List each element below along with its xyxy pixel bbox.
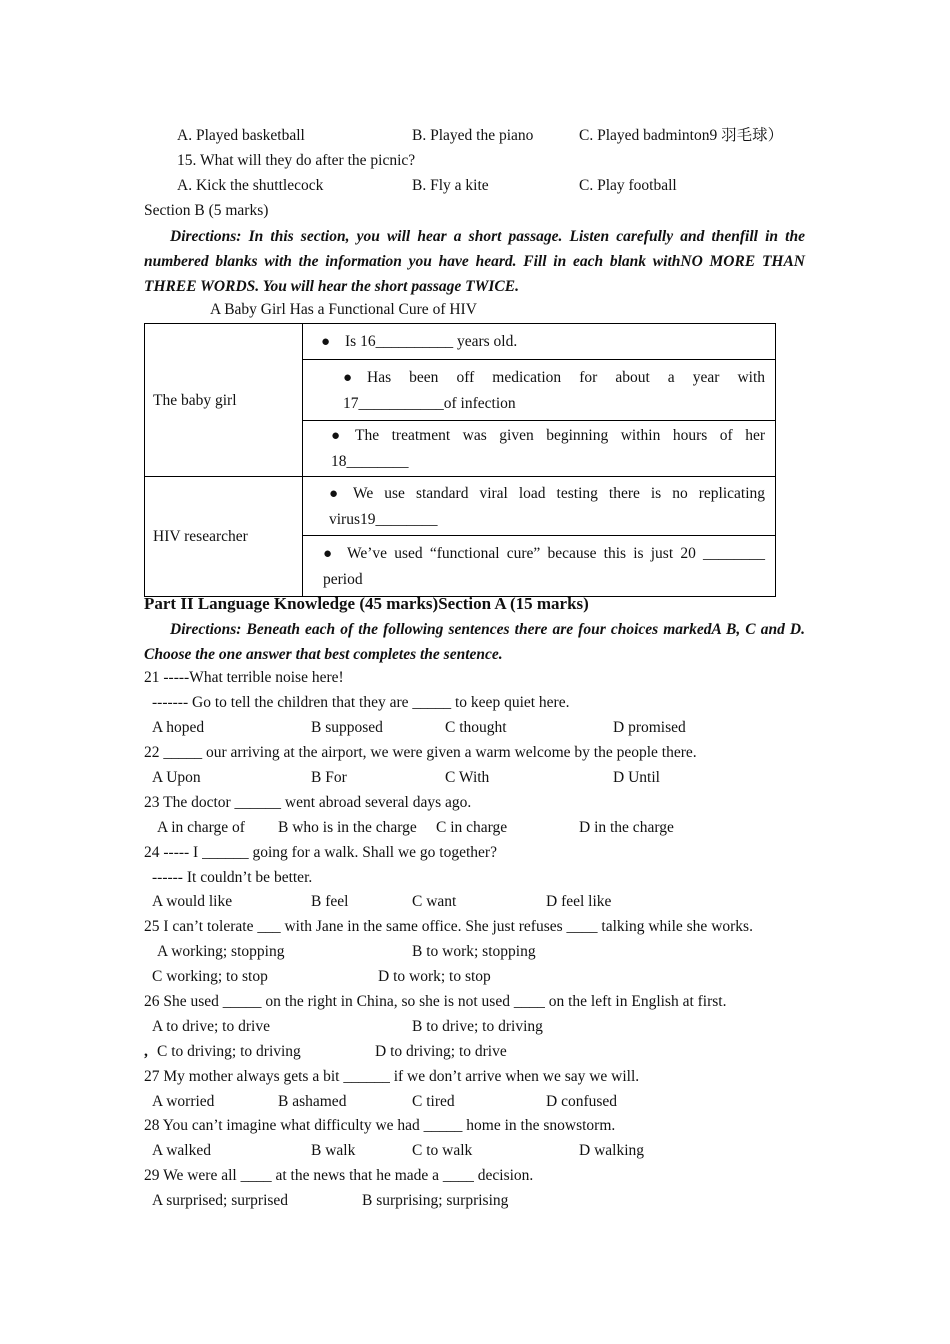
table-cell bbox=[303, 536, 776, 597]
q27-option-c: C tired bbox=[412, 1093, 455, 1110]
blank-17-text: Has been off medication for about a year with 17___________of infection bbox=[343, 368, 765, 412]
q26-option-a: A to drive; to drive bbox=[152, 1018, 270, 1035]
blank-20-text: We’ve used “functional cure” because this is just 20 ________ period bbox=[323, 544, 765, 588]
q25-option-d: D to work; to stop bbox=[378, 968, 491, 985]
row-label-hiv-researcher: HIV researcher bbox=[145, 477, 303, 597]
q23-option-c: C in charge bbox=[436, 819, 508, 836]
q28-option-c: C to walk bbox=[412, 1142, 473, 1159]
table-title: A Baby Girl Has a Functional Cure of HIV bbox=[210, 301, 477, 318]
part-2-directions: Directions: Beneath each of the following sentences there are four choices markedA B, C and D. Choose the one answer that best completes the sentence. bbox=[144, 621, 805, 663]
q22-option-d: D Until bbox=[613, 769, 660, 786]
q21-line-1: 21 -----What terrible noise here! bbox=[144, 669, 344, 686]
q26-option-c: C to driving; to driving bbox=[157, 1043, 301, 1060]
q29-line-1: 29 We were all ____ at the news that he made a ____ decision. bbox=[144, 1167, 534, 1184]
q23-line-1: 23 The doctor ______ went abroad several days ago. bbox=[144, 794, 472, 811]
q24-line-2: ------ It couldn’t be better. bbox=[152, 869, 313, 886]
q29-option-b: B surprising; surprising bbox=[362, 1192, 509, 1209]
stray-comma: , bbox=[144, 1043, 148, 1060]
q14-option-b: B. Played the piano bbox=[412, 127, 534, 144]
q14-option-a: A. Played basketball bbox=[177, 127, 305, 144]
q27-option-d: D confused bbox=[546, 1093, 618, 1110]
part-2-heading: Part II Language Knowledge (45 marks)Section A (15 marks) bbox=[144, 594, 589, 613]
bullet-icon: ● bbox=[321, 333, 331, 350]
info-table bbox=[144, 323, 776, 597]
q28-line-1: 28 You can’t imagine what difficulty we had _____ home in the snowstorm. bbox=[144, 1117, 616, 1134]
q21-option-b: B supposed bbox=[311, 719, 383, 736]
bullet-icon: ● bbox=[323, 545, 333, 562]
q23-option-a: A in charge of bbox=[157, 819, 245, 836]
q22-option-a: A Upon bbox=[152, 769, 201, 786]
q22-option-c: C With bbox=[445, 769, 490, 786]
bullet-icon: ● bbox=[343, 369, 353, 386]
q21-option-d: D promised bbox=[613, 719, 686, 736]
q15-option-b: B. Fly a kite bbox=[412, 177, 489, 194]
blank-19-text: We use standard viral load testing there is no replicating virus19________ bbox=[329, 484, 765, 528]
q24-option-c: C want bbox=[412, 893, 457, 910]
q24-option-b: B feel bbox=[311, 893, 349, 910]
blank-18-text: The treatment was given beginning within hours of her 18________ bbox=[331, 427, 765, 470]
q26-option-b: B to drive; to driving bbox=[412, 1018, 543, 1035]
q21-option-a: A hoped bbox=[152, 719, 205, 736]
section-b-directions: Directions: In this section, you will hear a short passage. Listen carefully and thenfill in the numbered blanks with the information you have heard. Fill in each blank withNO MORE THAN THREE WORDS. You will hear the short passage TWICE. bbox=[144, 228, 805, 295]
q24-option-a: A would like bbox=[152, 893, 233, 910]
q25-option-a: A working; stopping bbox=[157, 943, 285, 960]
q27-option-a: A worried bbox=[152, 1093, 215, 1110]
q26-option-d: D to driving; to drive bbox=[375, 1043, 507, 1060]
blank-16-text: Is 16__________ years old. bbox=[345, 332, 518, 350]
q26-line-1: 26 She used _____ on the right in China, so she is not used ____ on the left in English at first. bbox=[144, 993, 727, 1010]
bullet-icon: ● bbox=[331, 428, 341, 444]
table-cell bbox=[303, 324, 776, 360]
q27-line-1: 27 My mother always gets a bit ______ if we don’t arrive when we say we will. bbox=[144, 1068, 640, 1085]
q29-option-a: A surprised; surprised bbox=[152, 1192, 289, 1209]
table-cell bbox=[303, 360, 776, 421]
q15-option-a: A. Kick the shuttlecock bbox=[177, 177, 324, 194]
q22-option-b: B For bbox=[311, 769, 347, 786]
table-cell bbox=[303, 477, 776, 536]
q23-option-d: D in the charge bbox=[579, 819, 674, 836]
q22-line-1: 22 _____ our arriving at the airport, we were given a warm welcome by the people there. bbox=[144, 744, 697, 761]
q28-option-b: B walk bbox=[311, 1142, 356, 1159]
q14-option-c: C. Played badminton9 羽毛球） bbox=[579, 127, 784, 144]
q23-option-b: B who is in the charge bbox=[278, 819, 417, 836]
q24-line-1: 24 ----- I ______ going for a walk. Shall we go together? bbox=[144, 844, 497, 861]
q25-option-c: C working; to stop bbox=[152, 968, 268, 985]
section-b-heading: Section B (5 marks) bbox=[144, 202, 269, 219]
q28-option-a: A walked bbox=[152, 1142, 211, 1159]
q25-option-b: B to work; stopping bbox=[412, 943, 536, 960]
q24-option-d: D feel like bbox=[546, 893, 612, 910]
q21-option-c: C thought bbox=[445, 719, 507, 736]
q15-option-c: C. Play football bbox=[579, 177, 677, 194]
q25-line-1: 25 I can’t tolerate ___ with Jane in the same office. She just refuses ____ talking while she works. bbox=[144, 918, 753, 935]
q28-option-d: D walking bbox=[579, 1142, 645, 1159]
bullet-icon: ● bbox=[329, 485, 339, 502]
row-label-baby-girl: The baby girl bbox=[145, 324, 303, 477]
q27-option-b: B ashamed bbox=[278, 1093, 347, 1110]
q21-line-2: ------- Go to tell the children that they are _____ to keep quiet here. bbox=[152, 694, 570, 711]
q15-question: 15. What will they do after the picnic? bbox=[177, 152, 416, 169]
table-cell bbox=[303, 421, 776, 477]
